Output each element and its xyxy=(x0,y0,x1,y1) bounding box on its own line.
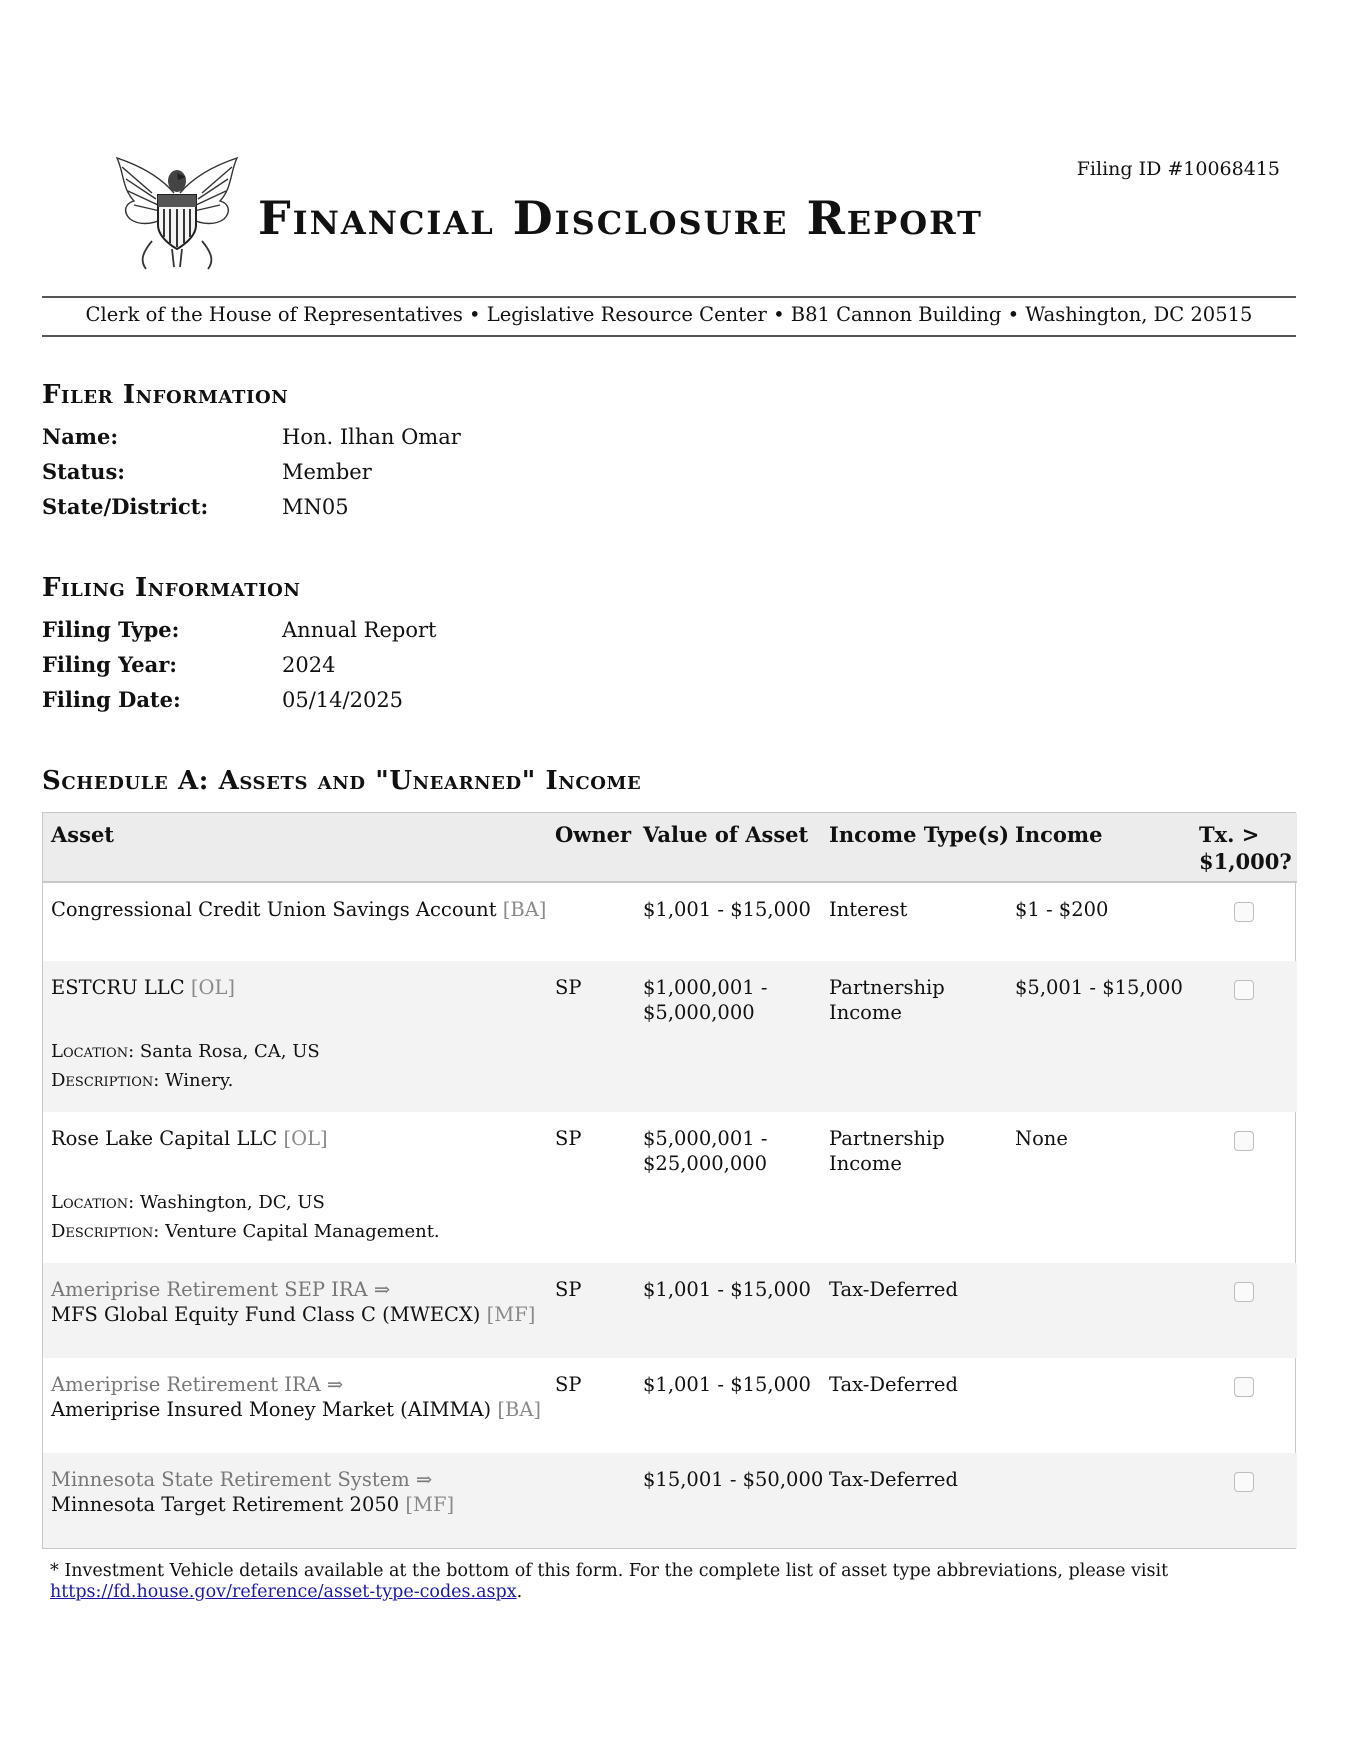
income-type-line: Income xyxy=(829,1001,902,1024)
asset-location xyxy=(51,1190,325,1216)
tx-checkbox[interactable] xyxy=(1234,1377,1254,1397)
asset-cell xyxy=(51,1277,535,1327)
tx-checkbox[interactable] xyxy=(1234,902,1254,922)
footnote xyxy=(50,1561,1168,1603)
income-cell: None xyxy=(1015,1127,1068,1150)
value-cell: $15,001 - $50,000 xyxy=(643,1468,824,1491)
field-label: Status: xyxy=(42,459,126,484)
filing-type-row xyxy=(42,617,436,642)
asset-type-abbr: [BA] xyxy=(502,898,547,921)
col-income-type: Income Type(s) xyxy=(829,822,1010,847)
asset-type-abbr: [MF] xyxy=(486,1303,536,1326)
parent-account: Ameriprise Retirement IRA ⇒ xyxy=(51,1373,344,1396)
col-income: Income xyxy=(1015,822,1103,847)
income-type-cell xyxy=(829,897,907,922)
table-row xyxy=(43,1453,1297,1548)
income-cell: $5,001 - $15,000 xyxy=(1015,976,1183,999)
tx-checkbox[interactable] xyxy=(1234,1131,1254,1151)
table-row xyxy=(43,1112,1297,1263)
schedule-a-heading: Schedule A: Assets and "Unearned" Income xyxy=(42,766,642,796)
header-bottom-rule xyxy=(42,335,1296,337)
income-type-cell xyxy=(829,975,945,1025)
value-line: $1,001 - $15,000 xyxy=(643,898,811,921)
filer-status-row xyxy=(42,459,372,484)
location-label: Location: xyxy=(51,1192,135,1213)
description-value: Winery. xyxy=(165,1070,234,1091)
footnote-period: . xyxy=(516,1582,523,1602)
value-cell: $1,001 - $15,000 xyxy=(643,1373,811,1396)
filing-year: 2024 xyxy=(282,653,336,677)
filing-date: 05/14/2025 xyxy=(282,688,404,712)
col-tx-line2: $1,000? xyxy=(1199,849,1292,874)
filing-year-row xyxy=(42,652,335,677)
asset-name: Rose Lake Capital LLC xyxy=(51,1127,278,1150)
filer-name: Hon. Ilhan Omar xyxy=(282,425,461,449)
filing-information-heading: Filing Information xyxy=(42,573,301,603)
filing-type: Annual Report xyxy=(282,618,437,642)
value-cell xyxy=(643,975,767,1025)
asset-name: Minnesota Target Retirement 2050 xyxy=(51,1493,400,1516)
asset-location xyxy=(51,1039,320,1065)
col-owner: Owner xyxy=(555,822,632,847)
filer-information-heading: Filer Information xyxy=(42,380,289,410)
col-tx xyxy=(1199,821,1292,875)
tx-checkbox[interactable] xyxy=(1234,1282,1254,1302)
income-type-cell: Tax-Deferred xyxy=(829,1278,958,1301)
table-row xyxy=(43,1358,1297,1453)
income-type-line: Interest xyxy=(829,898,908,921)
header-top-rule xyxy=(42,296,1296,298)
location-value: Santa Rosa, CA, US xyxy=(139,1041,320,1062)
value-cell xyxy=(643,1126,767,1176)
asset-type-abbr: [OL] xyxy=(190,976,236,999)
table-header xyxy=(43,813,1297,883)
clerk-address: Clerk of the House of Representatives • Legislative Resource Center • B81 Cannon Building • Washington, DC 20515 xyxy=(85,303,1253,326)
col-tx-line1: Tx. > xyxy=(1199,822,1260,847)
filer-district: MN05 xyxy=(282,495,349,519)
tx-checkbox[interactable] xyxy=(1234,980,1254,1000)
filer-name-row xyxy=(42,424,461,449)
income-cell: $1 - $200 xyxy=(1015,898,1109,921)
value-cell: $1,001 - $15,000 xyxy=(643,1278,811,1301)
income-type-cell xyxy=(829,1126,945,1176)
asset-name: Congressional Credit Union Savings Account xyxy=(51,898,497,921)
field-label: Name: xyxy=(42,424,119,449)
filing-id: Filing ID #10068415 xyxy=(1076,158,1280,180)
footnote-text: * Investment Vehicle details available at the bottom of this form. For the complete list of asset type abbreviations, please visit xyxy=(50,1561,1169,1581)
asset-cell xyxy=(51,975,235,1000)
page-title: Financial Disclosure Report xyxy=(258,191,983,245)
eagle-seal-icon xyxy=(112,153,242,273)
asset-cell xyxy=(51,1467,454,1517)
asset-type-abbr: [OL] xyxy=(283,1127,328,1150)
field-label: Filing Year: xyxy=(42,652,178,677)
owner-cell: SP xyxy=(555,1127,582,1150)
filing-date-row xyxy=(42,687,403,712)
location-value: Washington, DC, US xyxy=(139,1192,325,1213)
asset-name: Ameriprise Insured Money Market (AIMMA) xyxy=(51,1398,492,1421)
income-type-line: Partnership xyxy=(829,1127,945,1150)
asset-description xyxy=(51,1219,440,1245)
description-label: Description: xyxy=(51,1221,160,1242)
assets-table xyxy=(42,812,1296,1549)
description-label: Description: xyxy=(51,1070,160,1091)
filer-district-row xyxy=(42,494,349,519)
location-label: Location: xyxy=(51,1041,135,1062)
value-line: $5,000,000 xyxy=(643,1001,755,1024)
filer-status: Member xyxy=(282,460,372,484)
field-label: State/District: xyxy=(42,494,209,519)
field-label: Filing Type: xyxy=(42,617,180,642)
asset-name: MFS Global Equity Fund Class C (MWECX) xyxy=(51,1303,481,1326)
owner-cell: SP xyxy=(555,1373,582,1396)
table-row xyxy=(43,961,1297,1112)
parent-account: Ameriprise Retirement SEP IRA ⇒ xyxy=(51,1278,391,1301)
description-value: Venture Capital Management. xyxy=(165,1221,440,1242)
tx-checkbox[interactable] xyxy=(1234,1472,1254,1492)
value-line: $5,000,001 - xyxy=(643,1127,768,1150)
income-type-cell: Tax-Deferred xyxy=(829,1373,958,1396)
asset-type-codes-link[interactable]: https://fd.house.gov/reference/asset-type-codes.aspx xyxy=(50,1582,517,1602)
col-asset: Asset xyxy=(51,822,114,847)
asset-cell xyxy=(51,1372,541,1422)
parent-account: Minnesota State Retirement System ⇒ xyxy=(51,1468,433,1491)
owner-cell: SP xyxy=(555,976,582,999)
table-row xyxy=(43,1263,1297,1358)
asset-cell xyxy=(51,897,546,922)
table-row xyxy=(43,883,1297,961)
value-line: $25,000,000 xyxy=(643,1152,768,1175)
asset-name: ESTCRU LLC xyxy=(51,976,185,999)
value-line: $1,000,001 - xyxy=(643,976,768,999)
income-type-line: Income xyxy=(829,1152,902,1175)
asset-description xyxy=(51,1068,233,1094)
asset-cell xyxy=(51,1126,328,1151)
asset-type-abbr: [MF] xyxy=(405,1493,455,1516)
income-type-cell: Tax-Deferred xyxy=(829,1468,958,1491)
owner-cell: SP xyxy=(555,1278,582,1301)
value-cell xyxy=(643,897,811,922)
asset-type-abbr: [BA] xyxy=(497,1398,542,1421)
col-value: Value of Asset xyxy=(643,822,809,847)
income-type-line: Partnership xyxy=(829,976,945,999)
field-label: Filing Date: xyxy=(42,687,181,712)
